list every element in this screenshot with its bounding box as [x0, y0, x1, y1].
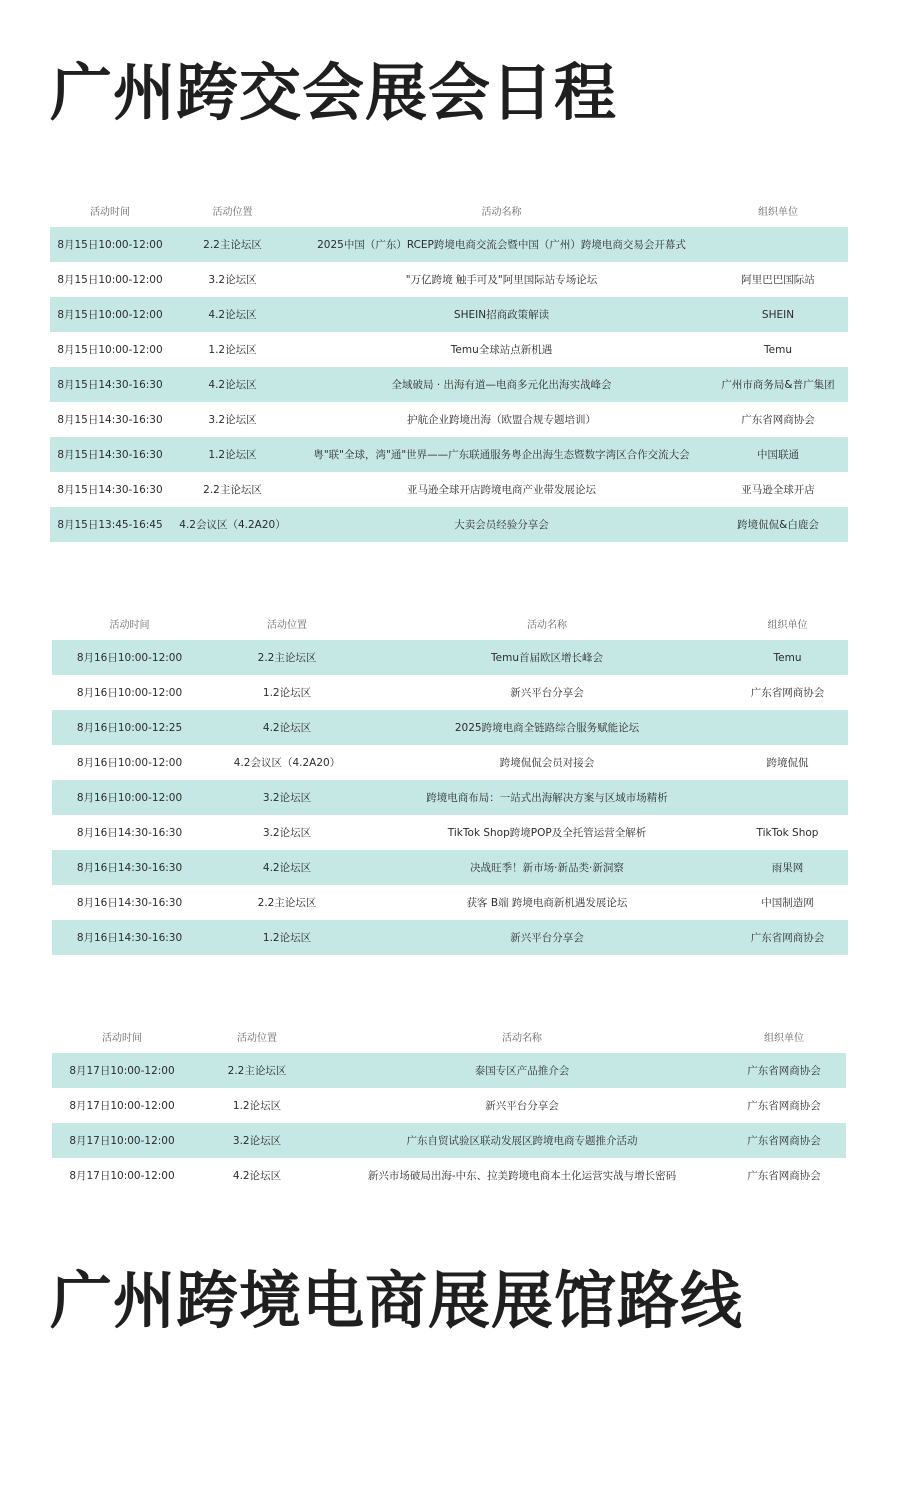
- cell-location: 2.2主论坛区: [170, 472, 295, 507]
- cell-organizer: 中国联通: [708, 437, 848, 472]
- cell-organizer: 广州市商务局&普广集团: [708, 367, 848, 402]
- header-organizer: 组织单位: [722, 1019, 846, 1053]
- cell-location: 1.2论坛区: [170, 332, 295, 367]
- cell-time: 8月17日10:00-12:00: [52, 1088, 192, 1123]
- cell-time: 8月15日10:00-12:00: [50, 262, 170, 297]
- section-title-route: 广州跨境电商展展馆路线: [50, 1264, 744, 1337]
- cell-time: 8月15日10:00-12:00: [50, 332, 170, 367]
- table-row: [50, 262, 848, 297]
- cell-time: 8月16日14:30-16:30: [52, 850, 207, 885]
- cell-time: 8月15日14:30-16:30: [50, 367, 170, 402]
- cell-organizer: 广东省网商协会: [722, 1088, 846, 1123]
- table-row: [52, 850, 848, 885]
- table-row: [50, 437, 848, 472]
- cell-organizer: [708, 227, 848, 262]
- table-header-row: [52, 1019, 846, 1053]
- cell-time: 8月15日14:30-16:30: [50, 402, 170, 437]
- cell-event-name: TikTok Shop跨境POP及全托管运营全解析: [367, 815, 727, 850]
- cell-location: 4.2论坛区: [170, 367, 295, 402]
- cell-location: 2.2主论坛区: [207, 885, 367, 920]
- table-row: [50, 297, 848, 332]
- cell-location: 1.2论坛区: [170, 437, 295, 472]
- cell-organizer: Temu: [708, 332, 848, 367]
- table-header-row: [50, 193, 848, 227]
- cell-organizer: 广东省网商协会: [722, 1053, 846, 1088]
- cell-location: 1.2论坛区: [207, 920, 367, 955]
- cell-event-name: 新兴平台分享会: [322, 1088, 722, 1123]
- cell-location: 1.2论坛区: [192, 1088, 322, 1123]
- cell-organizer: TikTok Shop: [727, 815, 848, 850]
- cell-event-name: 护航企业跨境出海（欧盟合规专题培训）: [295, 402, 708, 437]
- cell-organizer: [727, 780, 848, 815]
- header-organizer: 组织单位: [708, 193, 848, 227]
- page-title: 广州跨交会展会日程: [50, 56, 618, 129]
- header-time: 活动时间: [52, 606, 207, 640]
- cell-event-name: Temu首届欧区增长峰会: [367, 640, 727, 675]
- cell-organizer: SHEIN: [708, 297, 848, 332]
- cell-time: 8月16日10:00-12:00: [52, 675, 207, 710]
- table-row: [50, 402, 848, 437]
- cell-location: 3.2论坛区: [170, 262, 295, 297]
- table-row: [52, 675, 848, 710]
- cell-time: 8月15日14:30-16:30: [50, 472, 170, 507]
- cell-location: 3.2论坛区: [170, 402, 295, 437]
- cell-time: 8月16日10:00-12:00: [52, 640, 207, 675]
- cell-event-name: 粤"联"全球，湾"通"世界——广东联通服务粤企出海生态暨数字湾区合作交流大会: [295, 437, 708, 472]
- cell-time: 8月16日10:00-12:00: [52, 745, 207, 780]
- cell-organizer: 雨果网: [727, 850, 848, 885]
- cell-event-name: "万亿跨境 触手可及"阿里国际站专场论坛: [295, 262, 708, 297]
- header-time: 活动时间: [50, 193, 170, 227]
- cell-location: 4.2会议区（4.2A20）: [207, 745, 367, 780]
- table-row: [52, 815, 848, 850]
- table-row: [52, 1088, 846, 1123]
- cell-organizer: 广东省网商协会: [722, 1123, 846, 1158]
- cell-time: 8月17日10:00-12:00: [52, 1158, 192, 1193]
- cell-location: 4.2会议区（4.2A20）: [170, 507, 295, 542]
- cell-event-name: 大卖会员经验分享会: [295, 507, 708, 542]
- cell-location: 3.2论坛区: [192, 1123, 322, 1158]
- table-row: [52, 780, 848, 815]
- table-row: [52, 1123, 846, 1158]
- cell-organizer: 阿里巴巴国际站: [708, 262, 848, 297]
- cell-location: 4.2论坛区: [192, 1158, 322, 1193]
- cell-event-name: 泰国专区产品推介会: [322, 1053, 722, 1088]
- header-location: 活动位置: [170, 193, 295, 227]
- cell-organizer: Temu: [727, 640, 848, 675]
- cell-organizer: 亚马逊全球开店: [708, 472, 848, 507]
- cell-time: 8月16日10:00-12:00: [52, 780, 207, 815]
- cell-event-name: Temu全球站点新机遇: [295, 332, 708, 367]
- cell-location: 4.2论坛区: [170, 297, 295, 332]
- table-row: [52, 885, 848, 920]
- header-organizer: 组织单位: [727, 606, 848, 640]
- cell-organizer: 广东省网商协会: [727, 920, 848, 955]
- cell-time: 8月15日13:45-16:45: [50, 507, 170, 542]
- cell-time: 8月16日14:30-16:30: [52, 885, 207, 920]
- table-row: [52, 745, 848, 780]
- table-row: [52, 1158, 846, 1193]
- cell-time: 8月15日10:00-12:00: [50, 227, 170, 262]
- cell-event-name: SHEIN招商政策解读: [295, 297, 708, 332]
- table-row: [50, 332, 848, 367]
- cell-time: 8月17日10:00-12:00: [52, 1053, 192, 1088]
- table-row: [50, 472, 848, 507]
- cell-time: 8月17日10:00-12:00: [52, 1123, 192, 1158]
- header-location: 活动位置: [207, 606, 367, 640]
- cell-location: 4.2论坛区: [207, 710, 367, 745]
- table-row: [50, 227, 848, 262]
- cell-event-name: 2025跨境电商全链路综合服务赋能论坛: [367, 710, 727, 745]
- cell-time: 8月15日14:30-16:30: [50, 437, 170, 472]
- cell-time: 8月15日10:00-12:00: [50, 297, 170, 332]
- header-event-name: 活动名称: [295, 193, 708, 227]
- schedule-table-aug17: [52, 1019, 846, 1193]
- cell-event-name: 获客 B端 跨境电商新机遇发展论坛: [367, 885, 727, 920]
- table-row: [52, 710, 848, 745]
- table-row: [50, 507, 848, 542]
- header-time: 活动时间: [52, 1019, 192, 1053]
- cell-event-name: 全域破局 · 出海有道—电商多元化出海实战峰会: [295, 367, 708, 402]
- cell-event-name: 新兴平台分享会: [367, 675, 727, 710]
- cell-organizer: [727, 710, 848, 745]
- table-header-row: [52, 606, 848, 640]
- cell-event-name: 新兴市场破局出海-中东、拉美跨境电商本土化运营实战与增长密码: [322, 1158, 722, 1193]
- header-location: 活动位置: [192, 1019, 322, 1053]
- header-event-name: 活动名称: [322, 1019, 722, 1053]
- cell-event-name: 跨境侃侃会员对接会: [367, 745, 727, 780]
- cell-time: 8月16日14:30-16:30: [52, 815, 207, 850]
- cell-event-name: 跨境电商布局：一站式出海解决方案与区域市场精析: [367, 780, 727, 815]
- cell-location: 4.2论坛区: [207, 850, 367, 885]
- cell-location: 2.2主论坛区: [207, 640, 367, 675]
- schedule-table-aug15: [50, 193, 848, 542]
- cell-location: 3.2论坛区: [207, 815, 367, 850]
- cell-time: 8月16日10:00-12:25: [52, 710, 207, 745]
- header-event-name: 活动名称: [367, 606, 727, 640]
- cell-event-name: 亚马逊全球开店跨境电商产业带发展论坛: [295, 472, 708, 507]
- cell-event-name: 广东自贸试验区联动发展区跨境电商专题推介活动: [322, 1123, 722, 1158]
- cell-organizer: 跨境侃侃&白鹿会: [708, 507, 848, 542]
- cell-organizer: 跨境侃侃: [727, 745, 848, 780]
- cell-organizer: 广东省网商协会: [722, 1158, 846, 1193]
- cell-time: 8月16日14:30-16:30: [52, 920, 207, 955]
- cell-organizer: 广东省网商协会: [727, 675, 848, 710]
- cell-event-name: 2025中国（广东）RCEP跨境电商交流会暨中国（广州）跨境电商交易会开幕式: [295, 227, 708, 262]
- table-row: [52, 640, 848, 675]
- schedule-table-aug16: [52, 606, 848, 955]
- table-row: [50, 367, 848, 402]
- cell-location: 2.2主论坛区: [170, 227, 295, 262]
- cell-organizer: 广东省网商协会: [708, 402, 848, 437]
- cell-location: 2.2主论坛区: [192, 1053, 322, 1088]
- cell-location: 1.2论坛区: [207, 675, 367, 710]
- cell-event-name: 决战旺季！新市场·新品类·新洞察: [367, 850, 727, 885]
- cell-organizer: 中国制造网: [727, 885, 848, 920]
- cell-event-name: 新兴平台分享会: [367, 920, 727, 955]
- table-row: [52, 920, 848, 955]
- table-row: [52, 1053, 846, 1088]
- cell-location: 3.2论坛区: [207, 780, 367, 815]
